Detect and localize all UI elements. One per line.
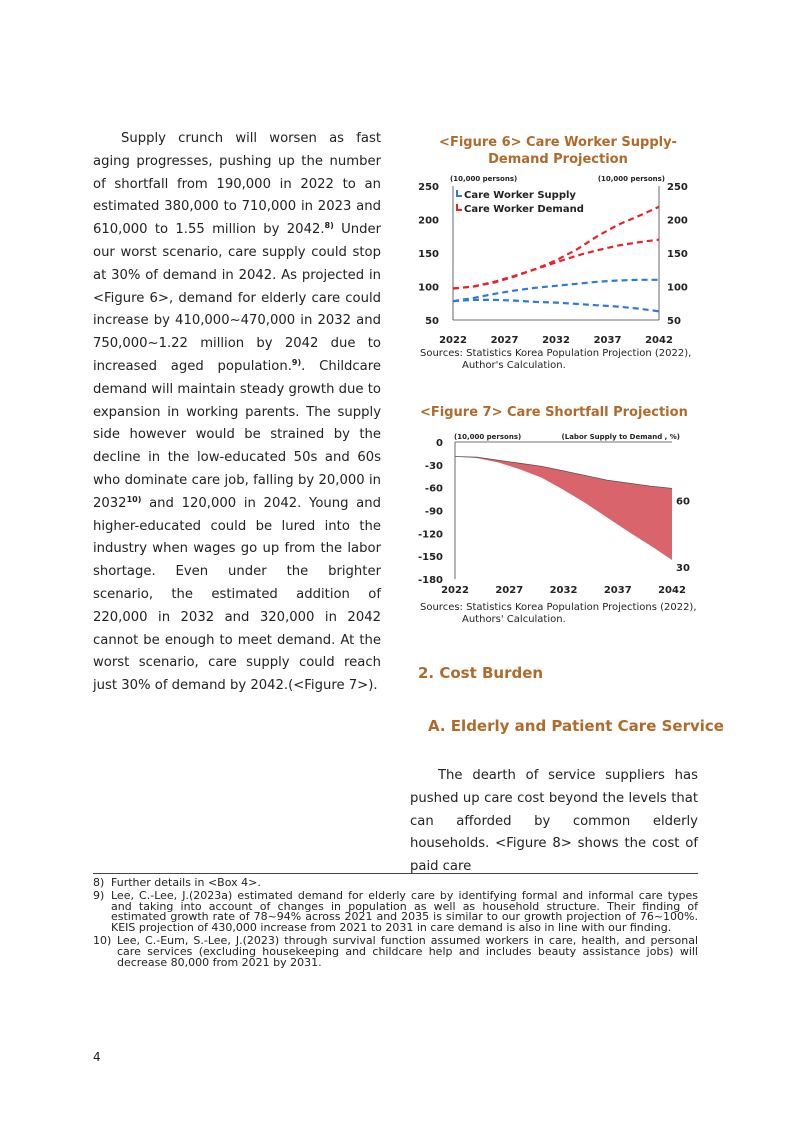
ratio-label-60: 60 — [676, 496, 690, 508]
x-tick-label: 2032 — [542, 335, 570, 346]
y-tick-label-right: 50 — [667, 316, 681, 327]
footnote-8: 8) Further details in <Box 4>. — [93, 876, 261, 889]
x-tick-label: 2042 — [658, 585, 686, 596]
x-tick-label: 2022 — [439, 335, 467, 346]
y-tick-label-right: 200 — [667, 215, 688, 227]
footnotes — [93, 878, 698, 970]
y-tick-label: -30 — [424, 460, 443, 472]
footnote-10: 10) Lee, C.-Eum, S.-Lee, J.(2023) through survival function assumed workers in care, health, and personal care services (excluding housekeeping and childcare help and includes beauty assistance jobs) will decrease 80,000 from 2021 by 2031. — [93, 933, 698, 969]
y-axis-unit: (10,000 persons) — [454, 433, 522, 441]
x-tick-label: 2027 — [495, 585, 524, 596]
y-tick-label: -90 — [424, 506, 443, 518]
x-tick-label: 2042 — [645, 335, 673, 346]
ratio-label-30: 30 — [676, 562, 690, 574]
shortfall-area — [455, 457, 672, 561]
legend-label-1: Care Worker Supply — [464, 190, 576, 201]
figure7-chart — [410, 424, 700, 602]
page-number: 4 — [93, 1050, 101, 1064]
section-heading: 2. Cost Burden — [418, 664, 544, 682]
legend-marker-2 — [457, 204, 462, 210]
body-paragraph: The dearth of service suppliers has pushed up care cost beyond the levels that can afforded by common elderly households. <Figure 8> shows the cost of paid care — [410, 768, 698, 875]
y-tick-label-right: 150 — [667, 249, 688, 260]
y-tick-label: -120 — [417, 529, 443, 541]
x-tick-label: 2037 — [603, 585, 632, 596]
series-line-1 — [453, 207, 659, 289]
figure7-source: Sources: Statistics Korea Population Projections (2022), Authors' Calculation. — [420, 602, 697, 625]
body-text-right — [410, 765, 698, 879]
y-axis-unit-left: (10,000 persons) — [450, 175, 518, 183]
series-line-4 — [453, 300, 659, 311]
y-tick-label: -150 — [417, 552, 443, 564]
x-tick-label: 2037 — [593, 335, 622, 346]
y-tick-label-right: 250 — [667, 182, 688, 193]
y-tick-label-left: 150 — [418, 249, 439, 260]
footnote-9: 9) Lee, C.-Lee, J.(2023a) estimated demand for elderly care by identifying formal and informal care types and taking into account of changes in population as well as household structure. Their finding of estimated growth rate of 78~94% across 2021 and 2035 is similar to our growth projection of 76~100%. KEIS projection of 430,000 increase from 2021 to 2031 in care demand is also in line with our finding. — [93, 888, 698, 935]
y-tick-label: 0 — [436, 438, 443, 449]
series-line-2 — [453, 240, 659, 289]
footnote-ref-10[interactable]: 10) — [126, 494, 142, 504]
y-tick-label: -60 — [424, 483, 443, 495]
y-tick-label-right: 100 — [667, 282, 688, 294]
subsection-heading: A. Elderly and Patient Care Service — [428, 717, 724, 735]
x-tick-label: 2027 — [490, 335, 519, 346]
legend-label-2: Care Worker Demand — [464, 204, 584, 215]
y-tick-label-left: 200 — [418, 215, 439, 227]
figure6-title: <Figure 6> Care Worker Supply-Demand Projection — [439, 135, 677, 167]
right-axis-unit: (Labor Supply to Demand , %) — [561, 433, 680, 441]
x-tick-label: 2022 — [441, 585, 469, 596]
figure6-source: Sources: Statistics Korea Population Projection (2022), Author's Calculation. — [420, 348, 692, 371]
y-tick-label-left: 100 — [418, 282, 439, 294]
footnote-ref-8[interactable]: 8) — [324, 221, 334, 231]
figure6-chart — [410, 170, 700, 348]
body-text-left — [93, 128, 381, 698]
legend-marker-1 — [457, 190, 462, 196]
footnote-ref-9[interactable]: 9) — [291, 357, 302, 367]
y-axis-unit-right: (10,000 persons) — [597, 175, 665, 183]
body-paragraph: Supply crunch will worsen as fast aging progresses, pushing up the number of shortfall from 190,000 in 2022 to an estimated 380,000 to 710,000 in 2023 and 610,000 to 1.55 million by 2042.$^{8)}$ Under our worst scenario, care supply could stop at 30% of demand in 2042. As projected in <Figure 6>, demand for elderly care could increase by 410,000~470,000 in 2032 and 750,000~1.22 million by 2042 due to increased aged population.$^{9)}$. Childcare demand will maintain steady growth due to expansion in working parents. The supply side however would be strained by the decline in the low-educated 50s and 60s who dominate care job, falling by 20,000 in 2032$^{10)}$ and 120,000 in 2042. Young and higher-educated could be lured into the industry when wages go up from the labor shortage. Even under the brighter scenario, the estimated addition of 220,000 in 2032 and 320,000 in 2042 cannot be enough to meet demand. At the worst scenario, care supply could reach just 30% of demand by 2042.(<Figure 7>). — [93, 131, 382, 694]
x-tick-label: 2032 — [549, 585, 578, 596]
y-tick-label-left: 250 — [418, 182, 439, 193]
figure7-title: <Figure 7> Care Shortfall Projection — [420, 405, 688, 420]
footnote-divider — [93, 873, 698, 874]
series-line-3 — [453, 280, 659, 301]
y-tick-label: -180 — [417, 575, 443, 586]
y-tick-label-left: 50 — [425, 316, 439, 327]
